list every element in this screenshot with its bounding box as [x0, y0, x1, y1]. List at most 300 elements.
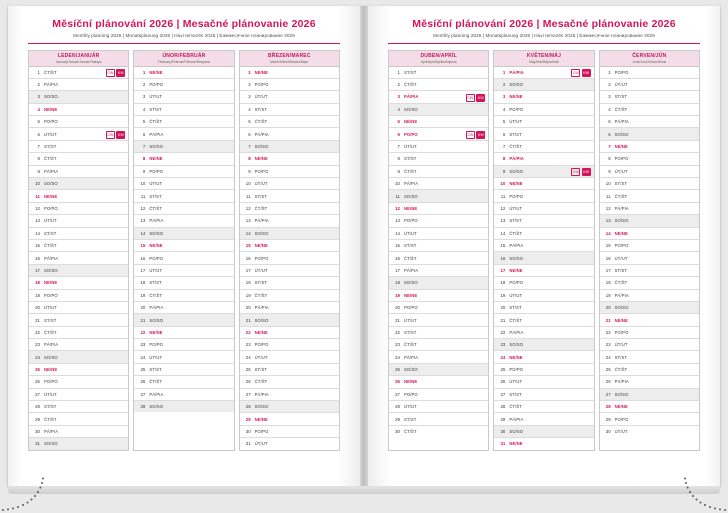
day-note-line[interactable]	[162, 376, 234, 387]
day-row[interactable]	[240, 401, 339, 413]
day-row[interactable]	[600, 376, 699, 388]
day-note-line[interactable]	[163, 79, 234, 90]
day-note-line[interactable]	[628, 413, 699, 424]
day-note-line[interactable]	[627, 364, 699, 375]
day-row[interactable]	[389, 302, 488, 314]
day-note-line[interactable]	[627, 91, 699, 102]
day-row[interactable]	[389, 351, 488, 363]
day-note-line[interactable]	[58, 438, 129, 449]
day-note-line[interactable]	[417, 203, 488, 214]
day-row[interactable]	[240, 376, 339, 388]
day-note-line[interactable]	[267, 376, 339, 387]
day-note-line[interactable]	[418, 265, 488, 276]
day-row[interactable]	[494, 228, 593, 240]
day-row[interactable]	[389, 240, 488, 252]
day-row[interactable]	[494, 376, 593, 388]
day-note-line[interactable]	[523, 426, 594, 437]
day-note-line[interactable]	[628, 228, 699, 239]
day-note-line[interactable]	[418, 190, 489, 201]
day-note-line[interactable]	[57, 240, 129, 251]
day-row[interactable]	[134, 141, 233, 153]
day-note-line[interactable]	[268, 240, 339, 251]
day-note-line[interactable]	[163, 401, 234, 412]
day-note-line[interactable]	[269, 128, 339, 139]
day-row[interactable]	[600, 277, 699, 289]
day-note-line[interactable]	[522, 389, 594, 400]
day-note-line[interactable]	[56, 141, 128, 152]
day-row[interactable]	[600, 401, 699, 413]
day-row[interactable]	[389, 376, 488, 388]
day-row[interactable]	[600, 203, 699, 215]
day-note-line[interactable]	[523, 104, 594, 115]
day-row[interactable]	[600, 79, 699, 91]
day-note-line[interactable]	[162, 203, 234, 214]
day-row[interactable]	[389, 128, 488, 140]
day-row[interactable]	[134, 252, 233, 264]
day-row[interactable]	[240, 265, 339, 277]
day-row[interactable]	[494, 141, 593, 153]
day-note-line[interactable]	[57, 302, 129, 313]
day-row[interactable]	[29, 351, 128, 363]
day-row[interactable]	[29, 128, 128, 140]
day-row[interactable]	[600, 104, 699, 116]
day-note-line[interactable]	[163, 240, 234, 251]
day-row[interactable]	[240, 153, 339, 165]
day-row[interactable]	[240, 79, 339, 91]
day-note-line[interactable]	[627, 166, 699, 177]
day-note-line[interactable]	[417, 79, 489, 90]
day-note-line[interactable]	[57, 104, 128, 115]
day-note-line[interactable]	[418, 302, 489, 313]
day-note-line[interactable]	[628, 215, 699, 226]
day-row[interactable]	[240, 203, 339, 215]
day-row[interactable]	[134, 314, 233, 326]
day-row[interactable]	[389, 339, 488, 351]
day-row[interactable]	[134, 265, 233, 277]
day-row[interactable]	[240, 166, 339, 178]
day-row[interactable]	[494, 79, 593, 91]
day-row[interactable]	[134, 153, 233, 165]
day-note-line[interactable]	[628, 240, 699, 251]
day-row[interactable]	[134, 401, 233, 412]
day-note-line[interactable]	[163, 166, 234, 177]
day-note-line[interactable]	[267, 290, 339, 301]
day-note-line[interactable]	[268, 67, 339, 78]
day-note-line[interactable]	[628, 128, 699, 139]
day-row[interactable]	[134, 67, 233, 79]
day-note-line[interactable]	[57, 327, 129, 338]
day-row[interactable]	[600, 389, 699, 401]
day-row[interactable]	[29, 203, 128, 215]
day-row[interactable]	[134, 203, 233, 215]
day-note-line[interactable]	[522, 290, 594, 301]
day-row[interactable]	[29, 438, 128, 449]
day-note-line[interactable]	[163, 302, 233, 313]
day-note-line[interactable]	[522, 116, 594, 127]
day-note-line[interactable]	[57, 153, 129, 164]
day-note-line[interactable]	[417, 252, 489, 263]
day-note-line[interactable]	[267, 364, 339, 375]
day-note-line[interactable]	[627, 426, 699, 437]
day-row[interactable]	[494, 116, 593, 128]
day-note-line[interactable]	[523, 79, 594, 90]
day-row[interactable]	[494, 339, 593, 351]
day-row[interactable]	[29, 277, 128, 289]
day-row[interactable]	[389, 153, 488, 165]
day-row[interactable]	[600, 178, 699, 190]
day-row[interactable]	[134, 116, 233, 128]
day-row[interactable]	[29, 215, 128, 227]
day-note-line[interactable]	[522, 215, 594, 226]
day-row[interactable]	[494, 91, 593, 103]
day-row[interactable]	[134, 79, 233, 91]
day-note-line[interactable]	[627, 252, 699, 263]
day-note-line[interactable]	[268, 153, 339, 164]
day-row[interactable]	[29, 141, 128, 153]
day-note-line[interactable]	[418, 351, 488, 362]
day-row[interactable]	[29, 327, 128, 339]
day-note-line[interactable]	[267, 265, 339, 276]
day-note-line[interactable]	[269, 215, 339, 226]
day-row[interactable]	[494, 178, 593, 190]
day-row[interactable]	[389, 215, 488, 227]
day-row[interactable]	[240, 327, 339, 339]
day-row[interactable]	[29, 413, 128, 425]
day-row[interactable]	[134, 104, 233, 116]
day-row[interactable]	[389, 389, 488, 401]
day-row[interactable]	[29, 364, 128, 376]
day-note-line[interactable]	[163, 141, 234, 152]
day-note-line[interactable]	[523, 178, 594, 189]
day-note-line[interactable]	[57, 190, 128, 201]
day-row[interactable]	[389, 104, 488, 116]
day-note-line[interactable]	[416, 240, 488, 251]
day-row[interactable]	[134, 240, 233, 252]
day-note-line[interactable]	[268, 79, 339, 90]
day-note-line[interactable]	[417, 116, 488, 127]
day-note-line[interactable]	[418, 364, 489, 375]
day-note-line[interactable]	[163, 215, 233, 226]
day-row[interactable]	[134, 290, 233, 302]
day-row[interactable]	[600, 240, 699, 252]
day-note-line[interactable]	[522, 228, 594, 239]
day-note-line[interactable]	[57, 389, 129, 400]
day-note-line[interactable]	[58, 426, 128, 437]
day-row[interactable]	[240, 240, 339, 252]
day-note-line[interactable]	[57, 413, 129, 424]
day-note-line[interactable]	[268, 141, 339, 152]
day-row[interactable]	[600, 302, 699, 314]
day-row[interactable]	[29, 389, 128, 401]
day-row[interactable]	[240, 413, 339, 425]
day-row[interactable]	[134, 91, 233, 103]
day-note-line[interactable]	[629, 376, 699, 387]
day-row[interactable]	[494, 166, 593, 178]
day-row[interactable]	[600, 190, 699, 202]
day-row[interactable]	[389, 413, 488, 425]
day-row[interactable]	[600, 116, 699, 128]
day-note-line[interactable]	[628, 302, 699, 313]
day-row[interactable]	[240, 426, 339, 438]
day-note-line[interactable]	[523, 252, 594, 263]
day-row[interactable]	[600, 67, 699, 79]
day-row[interactable]	[240, 339, 339, 351]
day-row[interactable]	[494, 67, 593, 79]
day-note-line[interactable]	[418, 178, 488, 189]
day-note-line[interactable]	[58, 178, 129, 189]
day-note-line[interactable]	[417, 228, 489, 239]
day-note-line[interactable]	[627, 79, 699, 90]
day-note-line[interactable]	[627, 265, 699, 276]
day-note-line[interactable]	[58, 265, 129, 276]
day-row[interactable]	[389, 79, 488, 91]
day-note-line[interactable]	[522, 203, 594, 214]
day-row[interactable]	[389, 190, 488, 202]
day-row[interactable]	[600, 327, 699, 339]
day-row[interactable]	[600, 364, 699, 376]
day-row[interactable]	[494, 153, 593, 165]
day-row[interactable]	[29, 252, 128, 264]
day-row[interactable]	[240, 351, 339, 363]
day-row[interactable]	[600, 153, 699, 165]
day-row[interactable]	[494, 351, 593, 363]
day-note-line[interactable]	[523, 339, 594, 350]
day-row[interactable]	[389, 203, 488, 215]
day-row[interactable]	[600, 265, 699, 277]
day-row[interactable]	[600, 128, 699, 140]
day-row[interactable]	[134, 339, 233, 351]
day-row[interactable]	[389, 141, 488, 153]
day-row[interactable]	[494, 265, 593, 277]
day-note-line[interactable]	[267, 116, 339, 127]
day-row[interactable]	[134, 178, 233, 190]
day-note-line[interactable]	[628, 67, 699, 78]
day-note-line[interactable]	[269, 389, 339, 400]
day-row[interactable]	[240, 128, 339, 140]
day-note-line[interactable]	[268, 327, 339, 338]
day-row[interactable]	[29, 401, 128, 413]
day-row[interactable]	[389, 277, 488, 289]
day-row[interactable]	[600, 215, 699, 227]
day-row[interactable]	[29, 240, 128, 252]
day-note-line[interactable]	[58, 116, 129, 127]
day-row[interactable]	[29, 178, 128, 190]
day-note-line[interactable]	[57, 215, 129, 226]
day-note-line[interactable]	[417, 426, 489, 437]
day-note-line[interactable]	[627, 277, 699, 288]
day-row[interactable]	[134, 228, 233, 240]
day-note-line[interactable]	[162, 104, 234, 115]
day-note-line[interactable]	[58, 376, 129, 387]
day-note-line[interactable]	[268, 252, 339, 263]
day-note-line[interactable]	[523, 91, 594, 102]
day-note-line[interactable]	[629, 290, 699, 301]
day-row[interactable]	[134, 327, 233, 339]
day-row[interactable]	[134, 376, 233, 388]
day-note-line[interactable]	[56, 401, 128, 412]
day-note-line[interactable]	[629, 116, 699, 127]
day-note-line[interactable]	[418, 389, 489, 400]
day-row[interactable]	[494, 252, 593, 264]
day-note-line[interactable]	[268, 166, 339, 177]
day-row[interactable]	[240, 141, 339, 153]
day-row[interactable]	[600, 290, 699, 302]
day-row[interactable]	[29, 91, 128, 103]
day-note-line[interactable]	[58, 79, 128, 90]
day-row[interactable]	[240, 438, 339, 449]
day-row[interactable]	[134, 166, 233, 178]
day-note-line[interactable]	[522, 141, 594, 152]
day-note-line[interactable]	[268, 228, 339, 239]
day-note-line[interactable]	[523, 413, 593, 424]
day-note-line[interactable]	[163, 128, 233, 139]
day-row[interactable]	[600, 141, 699, 153]
day-row[interactable]	[389, 166, 488, 178]
day-note-line[interactable]	[56, 314, 128, 325]
day-row[interactable]	[29, 339, 128, 351]
day-note-line[interactable]	[163, 389, 233, 400]
day-note-line[interactable]	[267, 178, 339, 189]
day-note-line[interactable]	[418, 104, 489, 115]
day-note-line[interactable]	[628, 141, 699, 152]
day-row[interactable]	[600, 166, 699, 178]
day-note-line[interactable]	[627, 104, 699, 115]
day-note-line[interactable]	[162, 116, 234, 127]
day-row[interactable]	[29, 302, 128, 314]
day-note-line[interactable]	[627, 339, 699, 350]
day-note-line[interactable]	[524, 153, 594, 164]
day-note-line[interactable]	[417, 141, 489, 152]
day-row[interactable]	[389, 426, 488, 437]
day-row[interactable]	[240, 314, 339, 326]
day-row[interactable]	[389, 290, 488, 302]
day-row[interactable]	[240, 91, 339, 103]
day-row[interactable]	[389, 401, 488, 413]
day-note-line[interactable]	[417, 314, 489, 325]
day-row[interactable]	[240, 190, 339, 202]
day-row[interactable]	[494, 314, 593, 326]
day-note-line[interactable]	[162, 178, 234, 189]
day-note-line[interactable]	[629, 203, 699, 214]
day-note-line[interactable]	[268, 426, 339, 437]
day-note-line[interactable]	[627, 178, 699, 189]
day-note-line[interactable]	[58, 290, 129, 301]
day-note-line[interactable]	[57, 277, 128, 288]
day-row[interactable]	[389, 91, 488, 103]
day-note-line[interactable]	[267, 277, 339, 288]
day-note-line[interactable]	[267, 104, 339, 115]
day-row[interactable]	[29, 228, 128, 240]
day-note-line[interactable]	[523, 240, 593, 251]
day-row[interactable]	[134, 277, 233, 289]
day-row[interactable]	[134, 128, 233, 140]
day-note-line[interactable]	[523, 438, 594, 449]
day-note-line[interactable]	[627, 351, 699, 362]
day-note-line[interactable]	[267, 351, 339, 362]
day-row[interactable]	[240, 178, 339, 190]
day-note-line[interactable]	[628, 153, 699, 164]
day-row[interactable]	[494, 128, 593, 140]
day-note-line[interactable]	[162, 91, 234, 102]
day-note-line[interactable]	[269, 302, 339, 313]
day-note-line[interactable]	[58, 339, 128, 350]
day-note-line[interactable]	[268, 401, 339, 412]
day-row[interactable]	[389, 265, 488, 277]
day-row[interactable]	[29, 190, 128, 202]
day-note-line[interactable]	[628, 401, 699, 412]
day-note-line[interactable]	[628, 327, 699, 338]
day-row[interactable]	[29, 116, 128, 128]
day-row[interactable]	[240, 389, 339, 401]
day-note-line[interactable]	[163, 153, 234, 164]
day-row[interactable]	[240, 104, 339, 116]
day-row[interactable]	[494, 364, 593, 376]
day-row[interactable]	[29, 104, 128, 116]
day-row[interactable]	[29, 79, 128, 91]
day-row[interactable]	[389, 314, 488, 326]
day-note-line[interactable]	[58, 252, 128, 263]
day-row[interactable]	[600, 314, 699, 326]
day-note-line[interactable]	[418, 215, 489, 226]
day-row[interactable]	[389, 228, 488, 240]
day-note-line[interactable]	[268, 314, 339, 325]
day-note-line[interactable]	[417, 290, 488, 301]
day-row[interactable]	[240, 67, 339, 79]
day-note-line[interactable]	[522, 302, 594, 313]
day-note-line[interactable]	[417, 376, 488, 387]
day-note-line[interactable]	[523, 265, 594, 276]
day-row[interactable]	[240, 290, 339, 302]
day-row[interactable]	[240, 277, 339, 289]
day-note-line[interactable]	[418, 277, 489, 288]
day-note-line[interactable]	[417, 401, 489, 412]
day-note-line[interactable]	[163, 339, 234, 350]
day-note-line[interactable]	[523, 277, 594, 288]
day-row[interactable]	[29, 290, 128, 302]
day-row[interactable]	[600, 351, 699, 363]
day-note-line[interactable]	[163, 67, 234, 78]
day-note-line[interactable]	[523, 327, 593, 338]
day-row[interactable]	[494, 389, 593, 401]
day-note-line[interactable]	[523, 190, 594, 201]
day-note-line[interactable]	[267, 190, 339, 201]
day-note-line[interactable]	[57, 364, 128, 375]
day-note-line[interactable]	[268, 339, 339, 350]
day-row[interactable]	[134, 364, 233, 376]
day-row[interactable]	[494, 401, 593, 413]
day-note-line[interactable]	[162, 351, 234, 362]
day-row[interactable]	[494, 426, 593, 438]
day-row[interactable]	[134, 302, 233, 314]
day-note-line[interactable]	[522, 314, 594, 325]
day-note-line[interactable]	[268, 413, 339, 424]
day-row[interactable]	[494, 438, 593, 449]
day-row[interactable]	[240, 228, 339, 240]
day-note-line[interactable]	[523, 364, 594, 375]
day-note-line[interactable]	[58, 166, 128, 177]
day-note-line[interactable]	[58, 91, 129, 102]
day-note-line[interactable]	[58, 351, 129, 362]
day-note-line[interactable]	[163, 252, 234, 263]
day-note-line[interactable]	[628, 314, 699, 325]
day-row[interactable]	[29, 376, 128, 388]
day-row[interactable]	[240, 302, 339, 314]
day-note-line[interactable]	[162, 364, 234, 375]
day-row[interactable]	[240, 364, 339, 376]
day-row[interactable]	[494, 215, 593, 227]
day-note-line[interactable]	[416, 413, 488, 424]
day-row[interactable]	[240, 116, 339, 128]
